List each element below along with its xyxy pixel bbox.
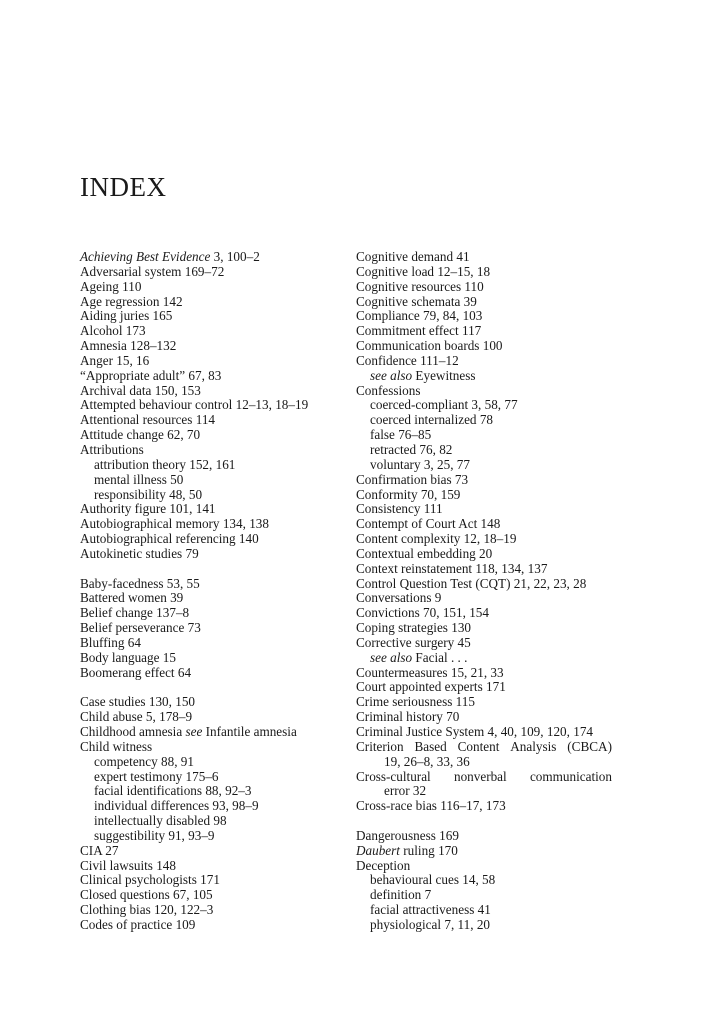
- index-entry: Cognitive demand 41: [356, 249, 470, 264]
- entry-fragment: 3, 100–2: [210, 249, 260, 264]
- index-subentry: facial attractiveness 41: [370, 902, 491, 918]
- entry-fragment: see also: [370, 367, 413, 383]
- index-entry: Clothing bias 120, 122–3: [80, 902, 214, 918]
- entry-word: (CBCA): [567, 738, 612, 754]
- index-subentry: error 32: [384, 783, 427, 799]
- entry-fragment: Infantile amnesia: [202, 724, 297, 739]
- index-entry: Conformity 70, 159: [356, 486, 461, 502]
- index-entry: Case studies 130, 150: [80, 694, 196, 710]
- index-subentry: responsibility 48, 50: [94, 486, 203, 502]
- index-entry: Battered women 39: [80, 590, 184, 606]
- letter-group-gap: [80, 562, 348, 577]
- entry-word: Analysis: [510, 738, 557, 754]
- index-subentry: false 76–85: [370, 427, 432, 443]
- page-title: INDEX: [80, 172, 167, 202]
- index-entry: Closed questions 67, 105: [80, 887, 213, 903]
- entry-word: Criterion: [356, 738, 404, 754]
- entry-word: nonverbal: [453, 768, 507, 784]
- index-subentry: attribution theory 152, 161: [94, 456, 236, 472]
- index-entry: Confirmation bias 73: [356, 471, 469, 487]
- index-entry: Conversations 9: [356, 590, 442, 606]
- index-column-right: [356, 250, 616, 933]
- index-entry: Content complexity 12, 18–19: [356, 531, 517, 547]
- entry-fragment: see: [185, 724, 203, 739]
- index-entry: Court appointed experts 171: [356, 679, 506, 695]
- index-entry: Context reinstatement 118, 134, 137: [356, 560, 548, 576]
- index-subentry: suggestibility 91, 93–9: [94, 827, 215, 843]
- index-subentry: retracted 76, 82: [370, 441, 453, 457]
- index-entry: Attempted behaviour control 12–13, 18–19: [80, 397, 309, 413]
- index-entry: Cross-race bias 116–17, 173: [356, 798, 506, 814]
- index-entry: Attributions: [80, 441, 144, 457]
- index-subentry: physiological 7, 11, 20: [370, 916, 491, 932]
- entry-fragment: Facial . . .: [412, 649, 468, 665]
- index-entry: Autobiographical referencing 140: [80, 531, 259, 547]
- index-subentry: voluntary 3, 25, 77: [370, 456, 470, 472]
- index-entry: “Appropriate adult” 67, 83: [80, 367, 222, 383]
- index-entry: Control Question Test (CQT) 21, 22, 23, 28: [356, 575, 587, 591]
- index-entry: Archival data 150, 153: [80, 382, 201, 398]
- index-entry: [356, 740, 612, 755]
- index-entry: Attitude change 62, 70: [80, 427, 201, 443]
- index-entry: Authority figure 101, 141: [80, 501, 216, 517]
- index-subentry: coerced-compliant 3, 58, 77: [370, 397, 518, 413]
- index-entry: Body language 15: [80, 649, 176, 665]
- index-entry: Confessions: [356, 382, 421, 398]
- index-entry: Age regression 142: [80, 293, 183, 309]
- index-entry: Boomerang effect 64: [80, 664, 192, 680]
- index-entry: Attentional resources 114: [80, 412, 216, 428]
- index-entry: [356, 844, 616, 859]
- index-entry: Cognitive load 12–15, 18: [356, 263, 491, 279]
- index-entry: Coping strategies 130: [356, 620, 472, 636]
- index-entry: Compliance 79, 84, 103: [356, 308, 483, 324]
- index-entry: Deception: [356, 857, 411, 873]
- index-entry: Cognitive resources 110: [356, 278, 484, 294]
- entry-fragment: ruling 170: [399, 842, 458, 858]
- letter-group-gap: [356, 814, 616, 829]
- entry-fragment: Childhood amnesia: [80, 724, 186, 739]
- index-subentry: mental illness 50: [94, 471, 184, 487]
- index-entry: Communication boards 100: [356, 338, 503, 354]
- entry-word: communication: [529, 768, 612, 784]
- index-entry: Belief change 137–8: [80, 605, 190, 621]
- index-entry: Convictions 70, 151, 154: [356, 605, 489, 621]
- index-entry: Bluffing 64: [80, 634, 141, 650]
- index-subentry: facial identifications 88, 92–3: [94, 783, 252, 799]
- entry-word: Cross-cultural: [356, 768, 431, 784]
- index-entry: [356, 770, 612, 785]
- index-entry: [80, 250, 348, 265]
- index-subentry: [356, 369, 616, 384]
- index-subentry: definition 7: [370, 887, 432, 903]
- index-entry: Clinical psychologists 171: [80, 872, 220, 888]
- index-entry: Crime seriousness 115: [356, 694, 475, 710]
- index-column-left: [80, 250, 348, 933]
- index-entry: Dangerousness 169: [356, 827, 459, 843]
- index-entry: CIA 27: [80, 842, 119, 858]
- index-entry: Civil lawsuits 148: [80, 857, 176, 873]
- index-subentry: expert testimony 175–6: [94, 768, 219, 784]
- entry-word: Based: [414, 738, 447, 754]
- index-subentry: behavioural cues 14, 58: [370, 872, 496, 888]
- index-entry: Anger 15, 16: [80, 352, 150, 368]
- entry-fragment: Achieving Best Evidence: [80, 249, 211, 264]
- index-entry: Contextual embedding 20: [356, 545, 493, 561]
- letter-group-gap: [80, 680, 348, 695]
- index-entry: Contempt of Court Act 148: [356, 516, 501, 532]
- index-entry: Child witness: [80, 738, 153, 754]
- index-entry: Autokinetic studies 79: [80, 545, 199, 561]
- index-entry: Confidence 111–12: [356, 352, 459, 368]
- index-subentry: individual differences 93, 98–9: [94, 798, 259, 814]
- index-entry: Corrective surgery 45: [356, 634, 471, 650]
- entry-fragment: Daubert: [356, 842, 400, 858]
- entry-fragment: Eyewitness: [412, 367, 476, 383]
- index-entry: Amnesia 128–132: [80, 338, 177, 354]
- entry-fragment: see also: [370, 649, 413, 665]
- index-entry: Adversarial system 169–72: [80, 263, 225, 279]
- entry-word: Content: [457, 738, 500, 754]
- index-entry: Criminal Justice System 4, 40, 109, 120, 174: [356, 724, 594, 739]
- index-subentry: intellectually disabled 98: [94, 813, 227, 829]
- index-entry: Cognitive schemata 39: [356, 293, 477, 309]
- index-entry: Criminal history 70: [356, 709, 460, 725]
- index-entry: [80, 725, 348, 740]
- index-entry: Codes of practice 109: [80, 916, 196, 932]
- index-subentry: coerced internalized 78: [370, 412, 494, 428]
- index-entry: Ageing 110: [80, 278, 142, 294]
- index-entry: Baby-facedness 53, 55: [80, 575, 200, 591]
- index-entry: Belief perseverance 73: [80, 620, 201, 636]
- index-entry: Countermeasures 15, 21, 33: [356, 664, 504, 680]
- index-entry: Consistency 111: [356, 501, 443, 517]
- index-entry: Commitment effect 117: [356, 323, 482, 339]
- index-entry: Autobiographical memory 134, 138: [80, 516, 269, 532]
- index-subentry: [356, 651, 616, 666]
- index-subentry: competency 88, 91: [94, 753, 194, 769]
- index-entry: Child abuse 5, 178–9: [80, 709, 193, 725]
- index-entry: Alcohol 173: [80, 323, 146, 339]
- index-entry: Aiding juries 165: [80, 308, 173, 324]
- index-subentry: 19, 26–8, 33, 36: [384, 753, 470, 769]
